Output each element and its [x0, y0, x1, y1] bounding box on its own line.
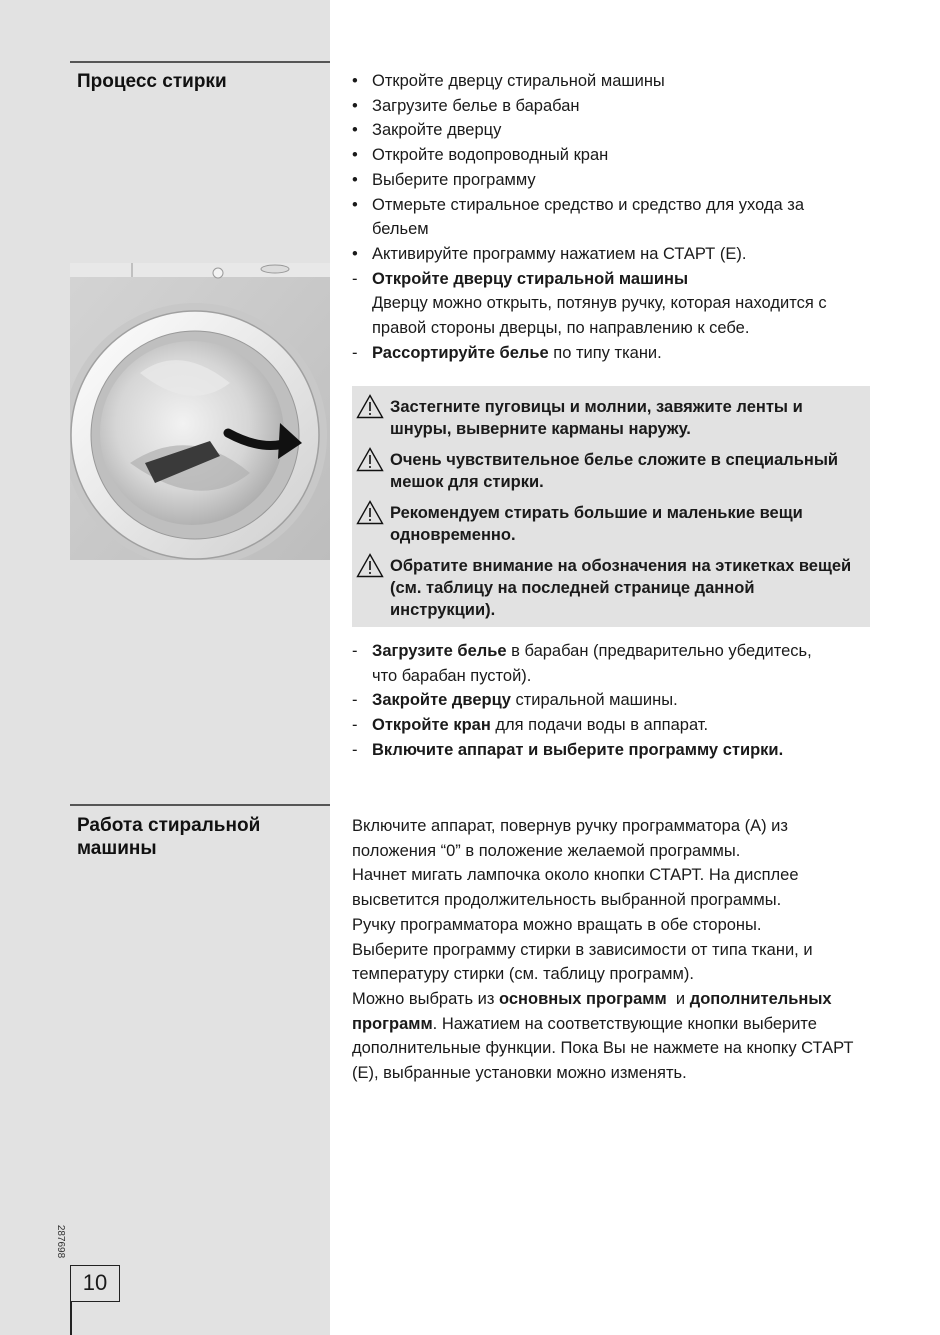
page-number-stem: [70, 1302, 72, 1335]
dash-marker: -: [352, 691, 358, 710]
list-item: - Закройте дверцу стиральной машины.: [352, 688, 822, 713]
step-open-door: Откройте дверцу стиральной машины: [372, 269, 689, 288]
bullet-list: [352, 69, 877, 365]
dash-marker: -: [352, 343, 358, 362]
list-item: • Загрузите белье в барабан: [352, 94, 877, 119]
left-margin-column: [0, 0, 330, 1335]
warning-triangle-icon: [356, 553, 384, 578]
section-rule: [70, 804, 330, 806]
section-rule: [70, 61, 330, 63]
washing-machine-door-image: [70, 263, 330, 560]
warning-triangle-icon: [356, 447, 384, 472]
list-item: • Выберите программу: [352, 168, 877, 193]
bullet-marker: •: [352, 72, 358, 90]
bullet-marker: •: [352, 146, 358, 165]
warning-box: [352, 386, 870, 627]
warning-triangle-icon: [356, 500, 384, 525]
bullet-marker: •: [352, 96, 358, 115]
bullet-marker: •: [352, 170, 358, 189]
warning-item: Очень чувствительное белье сложите в специальный мешок для стирки.: [356, 449, 858, 493]
warning-item: Застегните пуговицы и молнии, завяжите ленты и шнуры, выверните карманы наружу.: [356, 396, 858, 440]
list-item: • Закройте дверцу: [352, 118, 877, 143]
warning-item: Рекомендуем стирать большие и маленькие вещи одновременно.: [356, 502, 858, 546]
dash-marker: -: [352, 642, 358, 660]
step-sort: Рассортируйте белье: [372, 343, 549, 362]
steps-list: [352, 639, 822, 763]
dash-marker: -: [352, 716, 358, 735]
bullet-marker: •: [352, 121, 358, 140]
list-item: [352, 267, 877, 341]
warning-triangle-icon: [356, 394, 384, 419]
list-item: • Откройте водопроводный кран: [352, 143, 877, 168]
operation-text: Включите аппарат, повернув ручку программатора (А) из положения “0” в положение желаемой программы. Начнет мигать лампочка около кнопки СТАРТ. На дисплее высветится продолжительность выбранной программы. Ручку программатора можно вращать в обе стороны. Выберите программу стирки в зависимости от типа ткани, и температуру стирки (см. таблицу программ). Можно выбрать из основных программ и дополнительных программ. Нажатием на соответствующие кнопки выберите дополнительные функции. Пока Вы не нажмете на кнопку СТАРТ (Е), выбранные установки можно изменять.: [352, 817, 854, 1083]
list-item: • Активируйте программу нажатием на СТАРТ (Е).: [352, 242, 877, 267]
section-title-machine-operation: Работа стиральной машины: [77, 815, 261, 859]
list-item: • Откройте дверцу стиральной машины: [352, 69, 877, 94]
dash-marker: -: [352, 269, 358, 288]
section-title-washing-process: Процесс стирки: [77, 71, 227, 92]
list-item: - Откройте кран для подачи воды в аппарат.: [352, 713, 822, 738]
list-item: • Отмерьте стиральное средство и средство для ухода за бельем: [352, 193, 877, 242]
step-open-door-desc: Дверцу можно открыть, потянув ручку, которая находится с правой стороны дверцы, по направлению к себе.: [372, 294, 827, 338]
warning-item: Обратите внимание на обозначения на этикетках вещей (см. таблицу на последней странице данной инструкции).: [356, 555, 858, 621]
bullet-marker: •: [352, 244, 358, 263]
list-item: - Включите аппарат и выберите программу стирки.: [352, 738, 822, 763]
dash-marker: -: [352, 740, 358, 759]
bullet-marker: •: [352, 195, 358, 214]
list-item: - Загрузите белье в барабан (предварительно убедитесь, что барабан пустой).: [352, 639, 822, 688]
document-code: 287698: [55, 1224, 67, 1259]
page-number: 10: [70, 1265, 120, 1302]
list-item: - Рассортируйте белье по типу ткани.: [352, 341, 877, 366]
